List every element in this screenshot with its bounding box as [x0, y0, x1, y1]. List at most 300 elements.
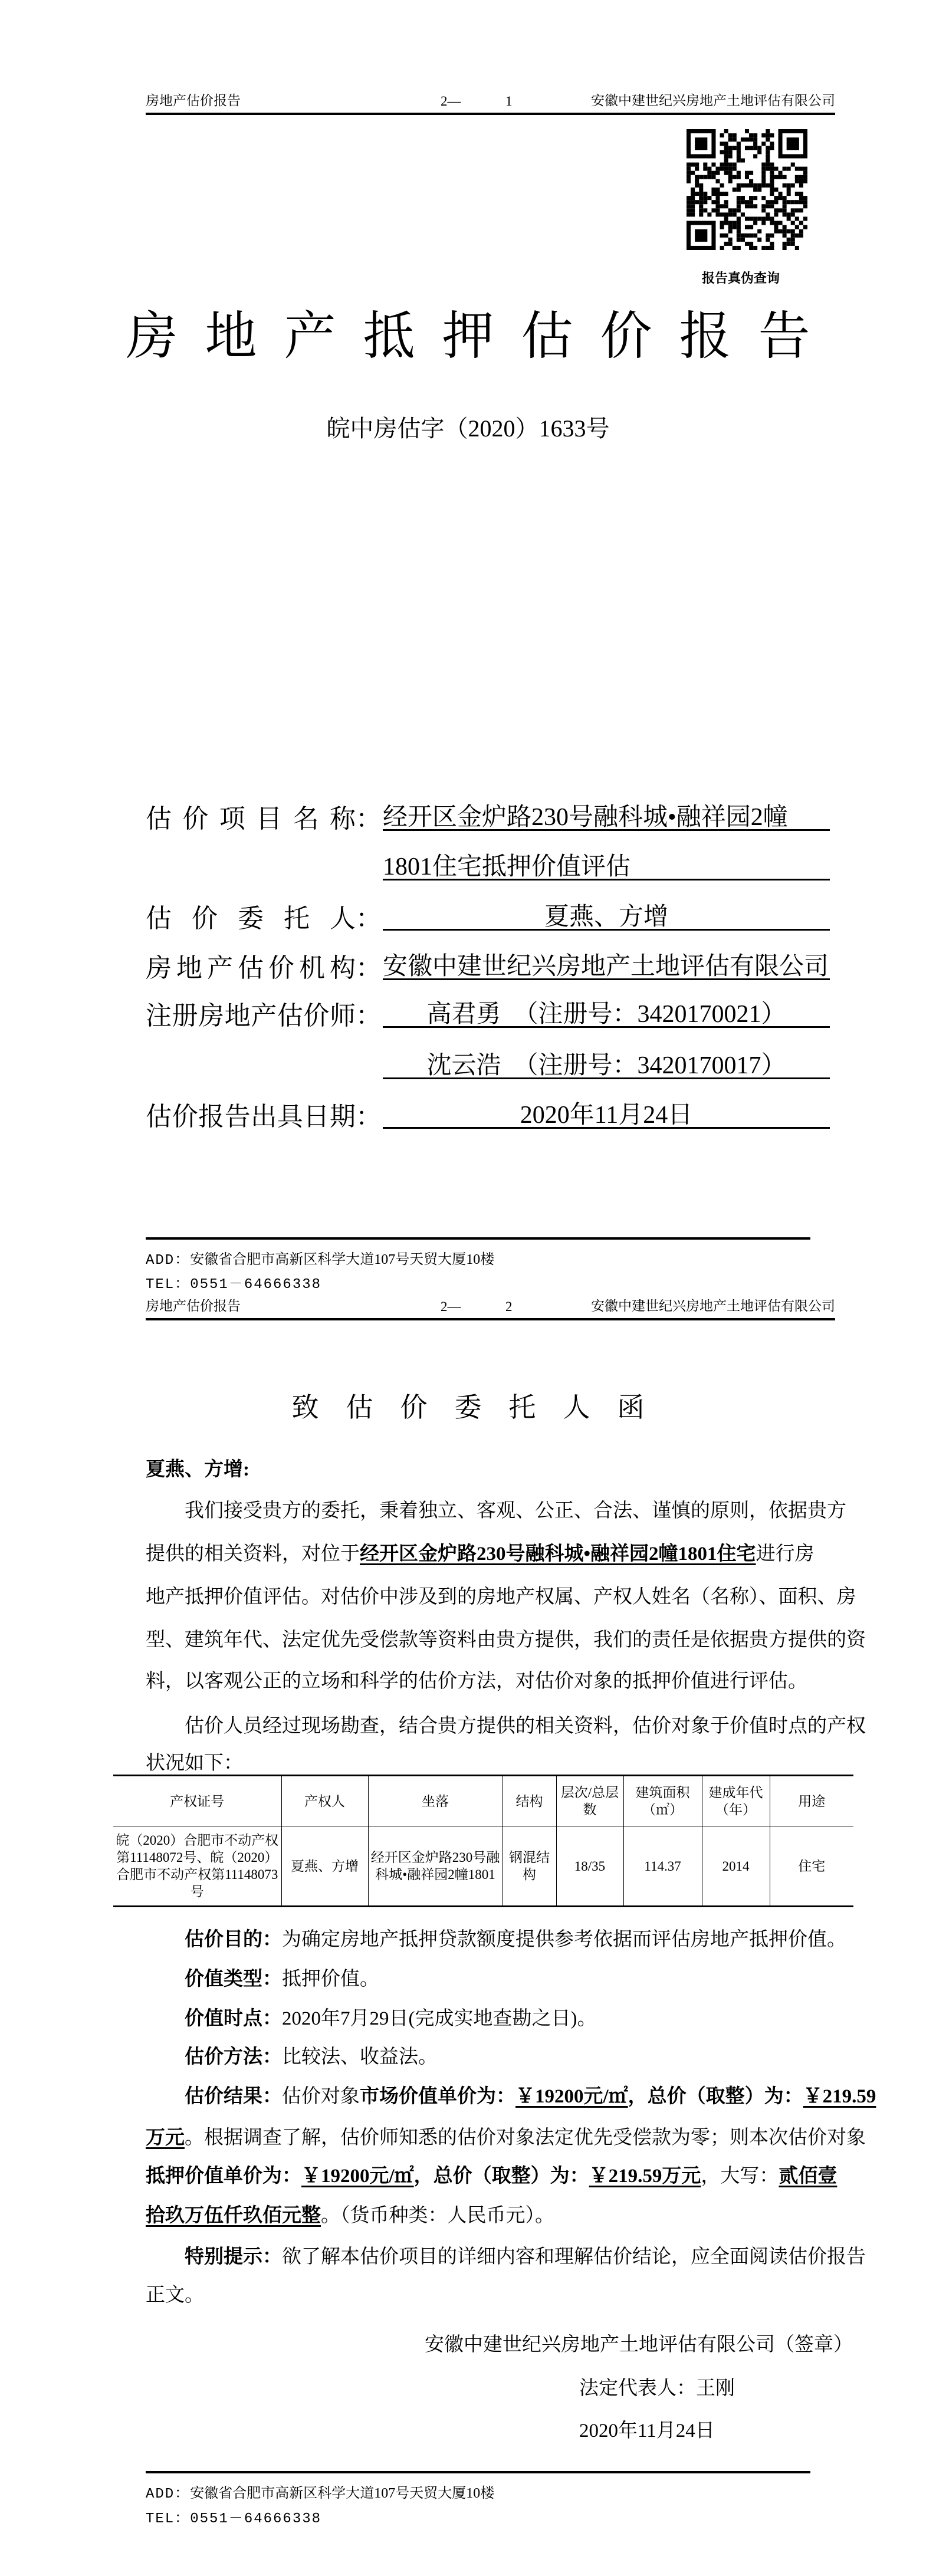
colon: ： — [356, 1001, 382, 1030]
qr-module — [745, 137, 749, 142]
qr-module — [699, 183, 703, 188]
qr-module — [795, 234, 799, 238]
qr-module — [715, 200, 720, 204]
qr-module — [715, 192, 720, 196]
qr-module — [791, 212, 795, 216]
qr-module — [803, 216, 807, 221]
column-header: 产权证号 — [113, 1776, 281, 1826]
agency-label: 房地产估价机构 — [146, 954, 356, 983]
header-page-prefix: 2— — [441, 1299, 461, 1314]
qr-module — [779, 208, 783, 212]
info-client — [146, 897, 830, 932]
qr-module — [733, 137, 737, 142]
qr-module — [695, 137, 707, 150]
qr-module — [761, 246, 766, 250]
qr-module — [787, 188, 791, 192]
qr-module — [749, 200, 753, 204]
highlighted-value: ￥219.59万元 — [589, 2166, 701, 2187]
qr-module — [687, 196, 691, 200]
qr-module — [783, 246, 787, 250]
qr-module — [711, 175, 715, 179]
paragraph-line — [146, 1538, 845, 1568]
qr-module — [766, 167, 770, 171]
qr-module — [774, 212, 778, 216]
qr-module — [753, 196, 757, 200]
qr-module — [749, 204, 753, 208]
qr-module — [799, 175, 803, 179]
qr-module — [799, 234, 803, 238]
qr-module — [761, 196, 766, 200]
qr-module — [770, 242, 774, 246]
qr-module — [783, 196, 787, 200]
qr-module — [724, 192, 728, 196]
qr-module — [753, 183, 757, 188]
qr-module — [687, 208, 691, 212]
qr-module — [766, 129, 770, 133]
qr-module — [799, 200, 803, 204]
qr-module — [687, 129, 691, 158]
field-label: 估价方法： — [185, 2046, 282, 2068]
column-header: 用途 — [770, 1776, 853, 1826]
qr-module — [733, 167, 737, 171]
qr-module — [724, 146, 728, 150]
qr-module — [737, 238, 741, 242]
qr-module — [791, 183, 795, 188]
qr-module — [741, 200, 745, 204]
qr-module — [699, 212, 703, 216]
qr-code — [687, 129, 807, 250]
qr-module — [766, 146, 770, 150]
info-appraiser — [146, 994, 830, 1030]
qr-module — [791, 200, 795, 204]
qr-module — [761, 204, 766, 208]
appraiser-label: 注册房地产估价师 — [146, 1001, 356, 1030]
qr-module — [707, 212, 711, 216]
qr-module — [733, 146, 737, 150]
qr-module — [770, 234, 774, 238]
header-left: 房地产估价报告 — [146, 93, 241, 108]
qr-module — [687, 200, 691, 204]
qr-module — [803, 129, 807, 158]
qr-module — [741, 234, 745, 238]
qr-module — [787, 238, 791, 242]
qr-module — [711, 208, 715, 212]
report-title: 房地产抵押估价报告 — [126, 308, 838, 366]
document-number: 皖中房估字（2020）1633号 — [326, 415, 610, 442]
qr-module — [711, 171, 715, 175]
appraiser-1: 高君勇 （注册号：3420170021） — [383, 994, 830, 1028]
qr-module — [774, 200, 778, 204]
paragraph-line — [146, 2160, 845, 2190]
text — [146, 2246, 185, 2268]
qr-module — [761, 179, 766, 183]
qr-module — [753, 133, 757, 137]
text: 我们接受贵方的委托，秉着独立、客观、公正、合法、谨慎的原则，依据贵方 — [146, 1500, 846, 1522]
qr-module — [687, 204, 691, 208]
qr-module — [761, 167, 766, 171]
paragraph-line — [146, 1665, 845, 1695]
paragraph-line — [146, 1624, 866, 1654]
highlighted-value: 拾玖万伍仟玖佰元整 — [146, 2205, 321, 2226]
highlighted-value: 万元 — [146, 2127, 185, 2148]
qr-module — [703, 196, 707, 200]
qr-module — [783, 167, 787, 171]
column-header: 建成年代（年） — [702, 1776, 770, 1826]
qr-module — [791, 221, 795, 225]
qr-module — [791, 229, 795, 234]
qr-module — [770, 221, 774, 225]
qr-module — [749, 133, 753, 137]
qr-module — [703, 200, 707, 204]
field-label: 特别提示： — [185, 2246, 282, 2268]
qr-module — [799, 179, 803, 183]
qr-module — [728, 137, 733, 142]
qr-module — [737, 154, 741, 158]
highlighted-value: ￥219.59 — [803, 2086, 876, 2107]
qr-module — [795, 225, 799, 229]
qr-module — [699, 188, 703, 192]
qr-module — [791, 208, 795, 212]
qr-module — [753, 204, 757, 208]
qr-module — [724, 167, 728, 171]
qr-module — [737, 146, 741, 150]
legal-representative: 法定代表人：王刚 — [579, 2378, 735, 2399]
qr-module — [803, 200, 807, 204]
qr-module — [774, 167, 778, 171]
qr-module — [737, 183, 741, 188]
qr-module — [774, 221, 778, 225]
qr-module — [770, 179, 774, 183]
qr-module — [711, 163, 715, 167]
field-label: 抵押价值单价为： — [146, 2166, 301, 2187]
footer-divider — [146, 1237, 810, 1240]
address-value: 安徽省合肥市高新区科学大道107号天贸大厦10楼 — [190, 2486, 495, 2501]
qr-module — [761, 183, 766, 188]
qr-module — [707, 167, 711, 171]
qr-module — [745, 183, 749, 188]
address-label: ADD： — [146, 2486, 191, 2502]
qr-module — [741, 137, 745, 142]
qr-module — [779, 192, 783, 196]
qr-module — [724, 158, 728, 162]
qr-module — [711, 200, 715, 204]
qr-module — [687, 246, 715, 250]
qr-module — [774, 225, 778, 229]
qr-module — [770, 192, 774, 196]
qr-module — [770, 200, 774, 204]
qr-module — [733, 175, 737, 179]
qr-module — [757, 229, 761, 234]
paragraph-line — [146, 2041, 845, 2071]
qr-module — [687, 212, 691, 216]
qr-module — [779, 175, 783, 179]
qr-module — [757, 238, 761, 242]
qr-module — [695, 192, 699, 196]
qr-module — [770, 188, 774, 192]
header-page-prefix: 2— — [441, 94, 461, 109]
column-header: 结构 — [503, 1776, 556, 1826]
qr-module — [691, 196, 695, 200]
qr-module — [745, 234, 749, 238]
header-right: 安徽中建世纪兴房地产土地评估有限公司 — [591, 1299, 835, 1313]
qr-module — [733, 246, 737, 250]
paragraph-line — [146, 1710, 866, 1740]
table-cell: 经开区金炉路230号融科城•融祥园2幢1801 — [368, 1826, 503, 1907]
qr-module — [787, 212, 791, 216]
qr-module — [691, 163, 695, 167]
qr-module — [749, 179, 753, 183]
qr-module — [737, 225, 741, 229]
qr-module — [791, 242, 795, 246]
qr-module — [737, 204, 741, 208]
qr-module — [715, 204, 720, 208]
qr-module — [728, 133, 733, 137]
qr-module — [728, 208, 733, 212]
qr-module — [783, 208, 787, 212]
date-label: 估价报告出具日期 — [146, 1102, 356, 1131]
text: 。根据调查了解，估价师知悉的估价对象法定优先受偿款为零；则本次估价对象 — [185, 2127, 866, 2148]
qr-module — [695, 163, 699, 167]
qr-module — [737, 158, 741, 162]
qr-module — [695, 200, 699, 204]
qr-module — [799, 192, 803, 196]
qr-module — [720, 150, 724, 154]
qr-module — [720, 133, 724, 137]
paragraph-line — [146, 2003, 845, 2032]
qr-module — [745, 171, 749, 175]
info-appraiser-2 — [146, 1046, 830, 1081]
qr-module — [766, 158, 770, 162]
qr-module — [787, 192, 791, 196]
qr-module — [715, 212, 720, 216]
qr-module — [770, 216, 774, 221]
qr-module — [770, 146, 774, 150]
qr-module — [695, 229, 707, 242]
qr-module — [720, 183, 724, 188]
field-label: 价值时点： — [185, 2008, 282, 2029]
footer-divider — [146, 2471, 810, 2473]
qr-module — [703, 192, 707, 196]
qr-module — [691, 208, 695, 212]
qr-module — [741, 238, 745, 242]
header-page-number: 1 — [505, 94, 513, 109]
highlighted-value: 经开区金炉路230号融科城•融祥园2幢1801住宅 — [360, 1543, 756, 1565]
qr-module — [761, 221, 766, 225]
qr-module — [728, 171, 733, 175]
qr-module — [737, 196, 741, 200]
qr-module — [770, 167, 774, 171]
info-agency — [146, 947, 830, 982]
qr-module — [715, 196, 720, 200]
qr-module — [728, 154, 733, 158]
qr-module — [737, 221, 741, 225]
paragraph-line — [146, 1924, 845, 1953]
qr-module — [715, 179, 720, 183]
qr-module — [720, 234, 724, 238]
qr-module — [749, 146, 753, 150]
qr-module — [707, 175, 711, 179]
qr-module — [757, 146, 761, 150]
table-cell: 114.37 — [623, 1826, 702, 1907]
qr-module — [699, 175, 703, 179]
table-cell: 2014 — [702, 1826, 770, 1907]
qr-module — [774, 229, 778, 234]
qr-module — [728, 146, 733, 150]
paragraph-line — [146, 2122, 866, 2151]
qr-module — [724, 150, 728, 154]
qr-module — [753, 142, 757, 146]
qr-module — [770, 175, 774, 179]
qr-module — [711, 129, 715, 158]
qr-module — [724, 129, 728, 133]
qr-module — [766, 163, 770, 167]
text: 型、建筑年代、法定优先受偿款等资料由贵方提供，我们的责任是依据贵方提供的资 — [146, 1629, 866, 1651]
qr-module — [757, 216, 761, 221]
qr-module — [783, 212, 787, 216]
paragraph-line — [146, 1581, 856, 1611]
qr-module — [687, 171, 691, 175]
qr-module — [733, 133, 737, 137]
qr-module — [799, 221, 803, 225]
qr-module — [766, 200, 770, 204]
highlighted-value: ￥19200元/㎡ — [301, 2166, 414, 2187]
qr-module — [733, 163, 737, 167]
qr-module — [728, 225, 733, 229]
field-label: 估价目的： — [185, 1929, 282, 1950]
footer-address — [146, 2481, 494, 2502]
qr-module — [803, 171, 807, 175]
qr-module — [761, 133, 766, 137]
date-value: 2020年11月24日 — [383, 1095, 830, 1129]
project-value-line1: 经开区金炉路230号融科城•融祥园2幢 — [383, 797, 830, 831]
qr-module — [766, 154, 770, 158]
qr-module — [745, 216, 749, 221]
qr-module — [737, 175, 741, 179]
qr-module — [741, 196, 745, 200]
qr-module — [724, 216, 728, 221]
appraiser-2: 沈云浩 （注册号：3420170017） — [383, 1046, 830, 1079]
qr-module — [733, 212, 737, 216]
qr-module — [737, 234, 741, 238]
qr-module — [779, 129, 807, 133]
qr-module — [687, 163, 691, 167]
qr-module — [741, 212, 745, 216]
qr-module — [766, 246, 770, 250]
qr-module — [803, 225, 807, 229]
qr-module — [795, 179, 799, 183]
table-cell: 钢混结构 — [503, 1826, 556, 1907]
qr-module — [766, 234, 770, 238]
qr-module — [737, 150, 741, 154]
qr-module — [774, 208, 778, 212]
qr-module — [728, 179, 733, 183]
qr-module — [728, 167, 733, 171]
qr-module — [691, 212, 695, 216]
qr-module — [728, 175, 733, 179]
text — [146, 1969, 185, 1990]
qr-module — [803, 179, 807, 183]
text: 2020年7月29日(完成实地查勘之日)。 — [282, 2008, 597, 2029]
qr-module — [687, 129, 715, 133]
qr-module — [753, 246, 757, 250]
qr-module — [770, 133, 774, 137]
qr-module — [745, 146, 749, 150]
qr-module — [774, 188, 778, 192]
text: 估价人员经过现场勘查，结合贵方提供的相关资料，估价对象于价值时点的产权 — [146, 1716, 866, 1737]
qr-module — [766, 238, 770, 242]
column-header: 坐落 — [368, 1776, 503, 1826]
qr-module — [757, 150, 761, 154]
signature-company: 安徽中建世纪兴房地产土地评估有限公司（签章） — [425, 2334, 853, 2355]
qr-module — [753, 146, 757, 150]
qr-module — [691, 200, 695, 204]
qr-module — [749, 183, 753, 188]
qr-module — [787, 200, 791, 204]
qr-module — [803, 175, 807, 179]
qr-module — [787, 137, 799, 150]
table-row — [113, 1826, 853, 1907]
qr-module — [724, 221, 728, 225]
paragraph-line — [146, 2081, 876, 2110]
qr-module — [699, 200, 703, 204]
qr-module — [695, 175, 699, 179]
qr-module — [703, 175, 707, 179]
qr-module — [761, 175, 766, 179]
qr-module — [779, 154, 807, 158]
qr-module — [699, 196, 703, 200]
qr-module — [783, 242, 787, 246]
qr-module — [737, 188, 741, 192]
qr-module — [749, 171, 753, 175]
qr-module — [724, 142, 728, 146]
project-value-line2: 1801住宅抵押价值评估 — [383, 847, 830, 880]
qr-module — [783, 229, 787, 234]
qr-module — [724, 234, 728, 238]
text: 抵押价值。 — [282, 1969, 379, 1990]
qr-module — [749, 234, 753, 238]
qr-module — [753, 216, 757, 221]
qr-module — [791, 163, 795, 167]
column-header: 建筑面积（㎡） — [623, 1776, 702, 1826]
qr-module — [733, 208, 737, 212]
qr-module — [728, 221, 733, 225]
qr-module — [779, 196, 783, 200]
letter-title: 致估价委托人函 — [291, 1392, 672, 1422]
qr-module — [711, 192, 715, 196]
qr-module — [795, 246, 799, 250]
table-cell: 皖（2020）合肥市不动产权第11148072号、皖（2020）合肥市不动产权第11148073号 — [113, 1826, 281, 1907]
qr-module — [695, 167, 699, 171]
qr-module — [799, 229, 803, 234]
qr-module — [749, 196, 753, 200]
qr-module — [766, 216, 770, 221]
paragraph-line — [146, 1963, 845, 1993]
qr-module — [687, 221, 691, 250]
qr-module — [770, 246, 774, 250]
qr-module — [715, 171, 720, 175]
info-date — [146, 1095, 830, 1131]
qr-module — [783, 183, 787, 188]
qr-module — [720, 167, 724, 171]
qr-module — [715, 208, 720, 212]
qr-module — [687, 179, 691, 183]
qr-module — [799, 183, 803, 188]
qr-module — [724, 163, 728, 167]
colon: ： — [356, 904, 382, 933]
qr-module — [687, 154, 715, 158]
qr-module — [787, 216, 791, 221]
qr-module — [687, 221, 715, 225]
